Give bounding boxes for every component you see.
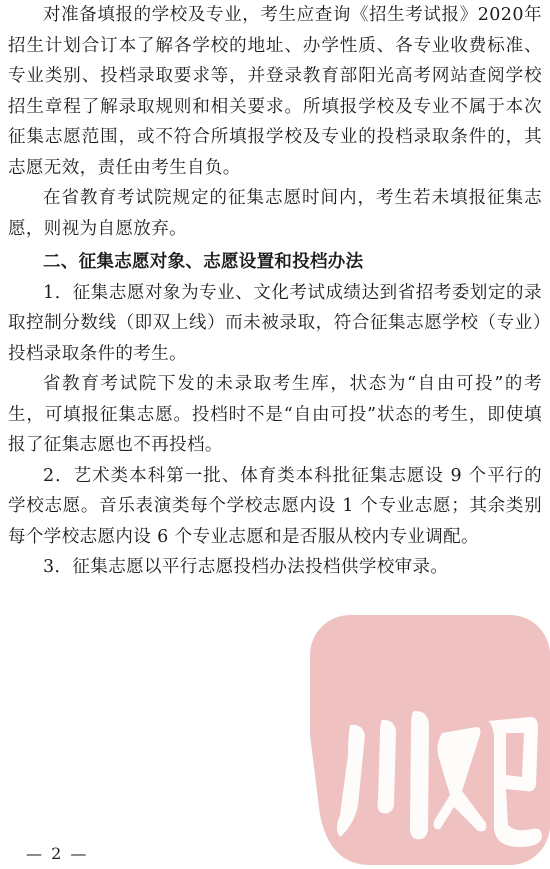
watermark-graphic xyxy=(310,615,550,865)
paragraph-submission-method: 3．征集志愿以平行志愿投档办法投档供学校审录。 xyxy=(43,557,449,577)
paragraph-volunteer-setup: 2．艺术类本科第一批、体育类本科批征集志愿设 9 个平行的学校志愿。音乐表演类每个学校志愿内设 1 个专业志愿；其余类别每个学校志愿内设 6 个专业志愿和是否服从校内专业调配。 xyxy=(8,465,542,547)
paragraph-candidate-status: 省教育考试院下发的未录取考生库，状态为“自由可投”的考生，可填报征集志愿。投档时不是“自由可投”状态的考生，即使填报了征集志愿也不再投档。 xyxy=(8,374,542,455)
paragraph-eligibility: 1．征集志愿对象为专业、文化考试成绩达到省招考委划定的录取控制分数线（即双上线）而未被录取，符合征集志愿学校（专业）投档录取条件的考生。 xyxy=(8,282,542,364)
section-heading: 二、征集志愿对象、志愿设置和投档办法 xyxy=(43,252,364,272)
paragraph-enrollment-info: 对准备填报的学校及专业，考生应查询《招生考试报》2020年招生计划合订本了解各学校的地址、办学性质、各专业收费标准、专业类别、投档录取要求等，并登录教育部阳光高考网站查阅学校招生章程了解录取规则和相关要求。所填报学校及专业不属于本次征集志愿范围，或不符合所填报学校及专业的投档录取条件的，其志愿无效，责任由考生自负。 xyxy=(8,5,542,178)
paragraph-deadline: 在省教育考试院规定的征集志愿时间内，考生若未填报征集志愿，则视为自愿放弃。 xyxy=(8,188,542,239)
chuanguan-watermark-logo xyxy=(310,615,550,865)
page-number: — 2 — xyxy=(26,844,89,863)
document-body xyxy=(8,0,542,583)
